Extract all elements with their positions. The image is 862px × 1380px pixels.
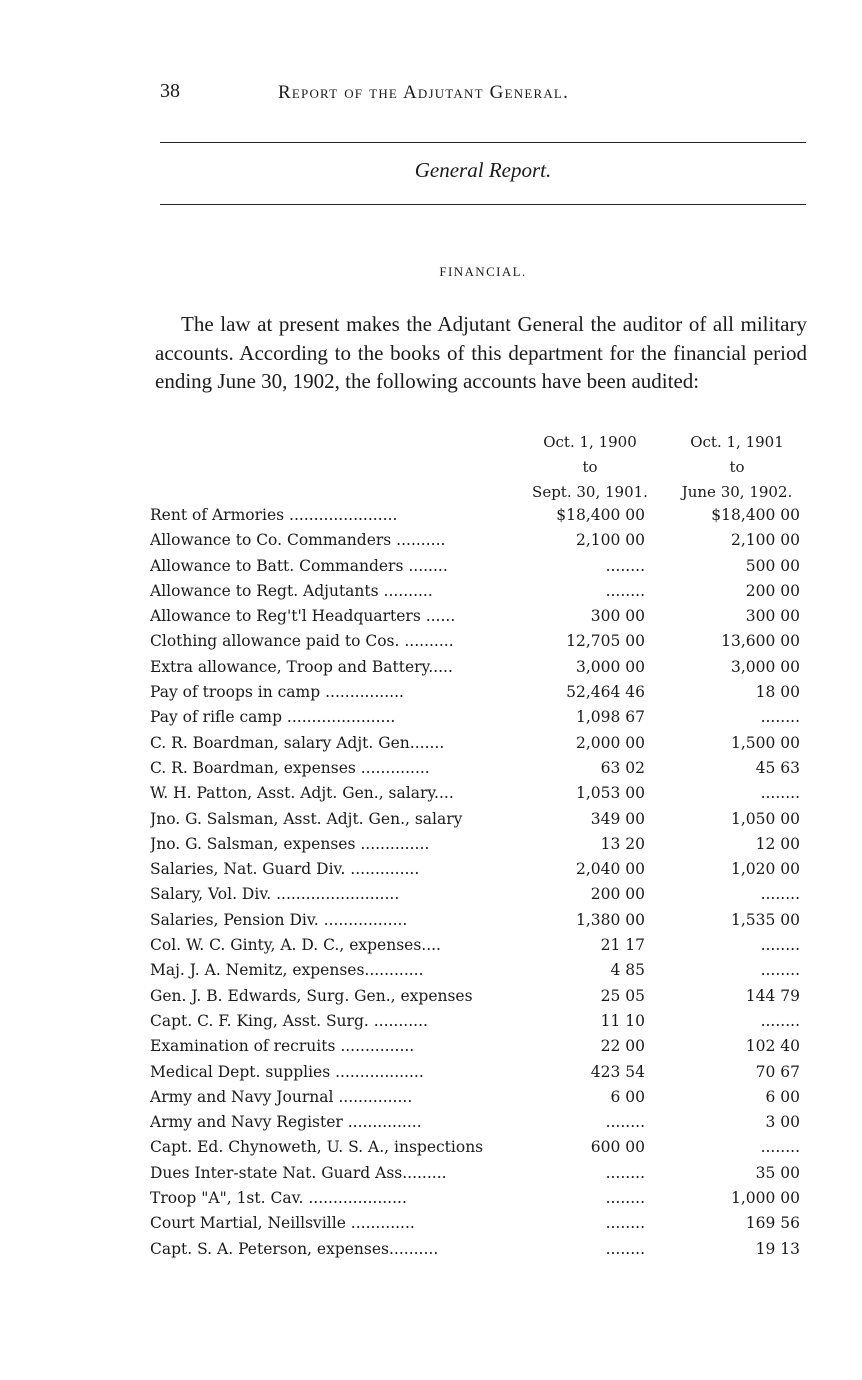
amount-1901-1902: 200 00 (745, 581, 800, 600)
amount-1900-1901: 11 10 (600, 1011, 645, 1030)
amount-1901-1902: 169 56 (745, 1214, 800, 1233)
table-row (150, 1009, 810, 1034)
table-row (150, 1034, 810, 1059)
amount-1900-1901: 21 17 (600, 936, 645, 955)
table-row (150, 857, 810, 882)
amount-1901-1902: 500 00 (745, 556, 800, 575)
amount-1901-1902: ........ (760, 885, 800, 904)
table-row (150, 807, 810, 832)
page-number: 38 (160, 80, 180, 102)
amount-1901-1902: 6 00 (765, 1087, 800, 1106)
account-description: Dues Inter-state Nat. Guard Ass......... (150, 1163, 447, 1182)
table-row (150, 528, 810, 553)
amount-1900-1901: 1,380 00 (575, 910, 645, 929)
financial-heading: FINANCIAL. (439, 264, 527, 279)
account-description: Salaries, Pension Div. ................. (150, 910, 408, 929)
amount-1900-1901: 1,053 00 (575, 784, 645, 803)
account-description: C. R. Boardman, expenses .............. (150, 758, 430, 777)
account-description: Allowance to Reg't'l Headquarters ...... (150, 607, 456, 626)
table-row (150, 1085, 810, 1110)
table-row (150, 958, 810, 983)
account-description: W. H. Patton, Asst. Adjt. Gen., salary.... (150, 784, 454, 803)
table-row (150, 882, 810, 907)
section-title: General Report. (414, 158, 552, 182)
table-row (150, 1161, 810, 1186)
column-header-line: Oct. 1, 1900 (543, 433, 637, 451)
amount-1900-1901: 300 00 (590, 607, 645, 626)
amount-1900-1901: 600 00 (590, 1138, 645, 1157)
account-description: Salaries, Nat. Guard Div. .............. (150, 860, 420, 879)
amount-1900-1901: 2,100 00 (575, 531, 645, 550)
amount-1900-1901: 200 00 (590, 885, 645, 904)
account-description: C. R. Boardman, salary Adjt. Gen....... (150, 733, 445, 752)
account-description: Rent of Armories ...................... (150, 506, 398, 524)
running-title: Report of the Adjutant General. (278, 82, 570, 103)
amount-1901-1902: ........ (760, 961, 800, 980)
table-row (150, 1060, 810, 1085)
table-row (150, 1110, 810, 1135)
amount-1901-1902: 300 00 (745, 607, 800, 626)
amount-1901-1902: 1,000 00 (730, 1189, 800, 1208)
column-header-line: June 30, 1902. (681, 483, 793, 501)
table-row (150, 629, 810, 654)
account-description: Capt. C. F. King, Asst. Surg. ........... (150, 1011, 428, 1030)
bottom-rule (160, 204, 806, 205)
account-description: Gen. J. B. Edwards, Surg. Gen., expenses (150, 986, 473, 1005)
amount-1901-1902: 102 40 (745, 1037, 800, 1056)
amount-1900-1901: $18,400 00 (556, 506, 645, 524)
table-row (150, 1211, 810, 1236)
table-row (150, 1237, 810, 1262)
amount-1901-1902: 70 67 (755, 1062, 800, 1081)
amount-1900-1901: ........ (605, 1163, 645, 1182)
table-row (150, 756, 810, 781)
account-description: Col. W. C. Ginty, A. D. C., expenses.... (150, 936, 441, 955)
account-description: Jno. G. Salsman, Asst. Adjt. Gen., salary (150, 809, 463, 828)
account-description: Allowance to Batt. Commanders ........ (150, 556, 448, 575)
table-row (150, 655, 810, 680)
amount-1901-1902: 13,600 00 (721, 632, 800, 651)
amount-1901-1902: 2,100 00 (730, 531, 800, 550)
amount-1900-1901: ........ (605, 1214, 645, 1233)
table-row (150, 503, 810, 528)
amount-1901-1902: 1,050 00 (730, 809, 800, 828)
account-description: Pay of troops in camp ................ (150, 683, 404, 702)
amount-1900-1901: ........ (605, 581, 645, 600)
account-description: Troop "A", 1st. Cav. .................... (150, 1189, 407, 1208)
amount-1901-1902: 1,535 00 (730, 910, 800, 929)
amount-1901-1902: ........ (760, 784, 800, 803)
amount-1901-1902: 19 13 (755, 1239, 800, 1258)
account-description: Examination of recruits ............... (150, 1037, 415, 1056)
account-description: Allowance to Regt. Adjutants .......... (150, 581, 433, 600)
column-header-1900-1901 (520, 430, 660, 505)
amount-1900-1901: 2,040 00 (575, 860, 645, 879)
amount-1900-1901: 3,000 00 (575, 657, 645, 676)
amount-1901-1902: 3 00 (765, 1113, 800, 1132)
top-rule (160, 142, 806, 143)
amount-1901-1902: ........ (760, 708, 800, 727)
table-row (150, 832, 810, 857)
amount-1901-1902: ........ (760, 1138, 800, 1157)
amount-1901-1902: 12 00 (755, 834, 800, 853)
amount-1900-1901: 1,098 67 (575, 708, 645, 727)
running-head (160, 80, 810, 110)
column-header-line: to (729, 458, 745, 476)
account-description: Court Martial, Neillsville ............. (150, 1214, 415, 1233)
table-row (150, 680, 810, 705)
account-description: Pay of rifle camp ...................... (150, 708, 396, 727)
amount-1900-1901: 12,705 00 (566, 632, 645, 651)
account-description: Extra allowance, Troop and Battery..... (150, 657, 453, 676)
account-description: Clothing allowance paid to Cos. .......... (150, 632, 454, 651)
table-row (150, 705, 810, 730)
amount-1900-1901: 63 02 (600, 758, 645, 777)
amount-1900-1901: 6 00 (610, 1087, 645, 1106)
table-row (150, 908, 810, 933)
table-row (150, 579, 810, 604)
amount-1901-1902: ........ (760, 936, 800, 955)
amount-1901-1902: 1,500 00 (730, 733, 800, 752)
amount-1901-1902: 35 00 (755, 1163, 800, 1182)
account-description: Maj. J. A. Nemitz, expenses............ (150, 961, 424, 980)
table-row (150, 604, 810, 629)
table-row (150, 554, 810, 579)
account-description: Salary, Vol. Div. ......................... (150, 885, 400, 904)
account-description: Army and Navy Journal ............... (150, 1087, 413, 1106)
accounts-table (150, 503, 810, 1262)
amount-1900-1901: ........ (605, 1189, 645, 1208)
column-header-line: Sept. 30, 1901. (532, 483, 648, 501)
account-description: Capt. Ed. Chynoweth, U. S. A., inspections (150, 1138, 484, 1157)
intro-paragraph: The law at present makes the Adjutant General the auditor of all military accounts. According to the books of this department for the financial period ending June 30, 1902, the following accounts have been audited: (155, 312, 807, 393)
table-row (150, 1135, 810, 1160)
amount-1901-1902: ........ (760, 1011, 800, 1030)
account-description: Capt. S. A. Peterson, expenses.......... (150, 1239, 439, 1258)
amount-1901-1902: 1,020 00 (730, 860, 800, 879)
account-description: Army and Navy Register ............... (150, 1113, 422, 1132)
account-description: Medical Dept. supplies .................. (150, 1062, 424, 1081)
amount-1900-1901: 423 54 (590, 1062, 645, 1081)
account-description: Jno. G. Salsman, expenses .............. (150, 834, 430, 853)
amount-1900-1901: ........ (605, 556, 645, 575)
amount-1900-1901: 4 85 (610, 961, 645, 980)
table-row (150, 984, 810, 1009)
table-row (150, 933, 810, 958)
amount-1901-1902: $18,400 00 (711, 506, 800, 524)
amount-1900-1901: ........ (605, 1239, 645, 1258)
column-header-line: Oct. 1, 1901 (690, 433, 784, 451)
amount-1900-1901: ........ (605, 1113, 645, 1132)
amount-1900-1901: 349 00 (590, 809, 645, 828)
amount-1901-1902: 3,000 00 (730, 657, 800, 676)
table-row (150, 781, 810, 806)
table-row (150, 1186, 810, 1211)
amount-1900-1901: 13 20 (600, 834, 645, 853)
table-row (150, 731, 810, 756)
amount-1900-1901: 22 00 (600, 1037, 645, 1056)
amount-1901-1902: 45 63 (755, 758, 800, 777)
amount-1901-1902: 144 79 (745, 986, 800, 1005)
account-description: Allowance to Co. Commanders .......... (150, 531, 446, 550)
amount-1900-1901: 2,000 00 (575, 733, 645, 752)
amount-1900-1901: 25 05 (600, 986, 645, 1005)
column-header-1901-1902 (667, 430, 807, 505)
column-header-line: to (582, 458, 598, 476)
amount-1900-1901: 52,464 46 (566, 683, 645, 702)
amount-1901-1902: 18 00 (755, 683, 800, 702)
